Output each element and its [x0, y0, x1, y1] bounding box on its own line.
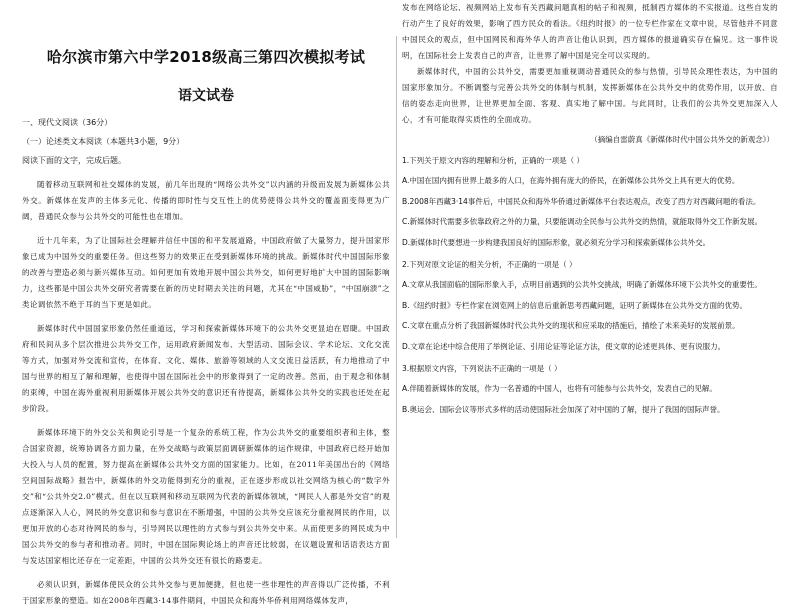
passage-paragraph: 新媒体时代，中国的公共外交，需要更加重视调动普通民众的参与热情，引导民众理性表达，为中国的国家形象加分。不断调整与完善公共外交的体制与机制，发挥新媒体在公共外交中的优势作用，以开放、自信的姿态走向世界，让世界更加全面、客观、真实地了解中国。与此同时，让我们的公共外交更加深入人心，才有可能取得实质性的全面成功。	[402, 67, 778, 124]
question-stem: 3.根据原文内容，下列说法不正确的一项是（ ）	[402, 364, 562, 373]
answer-option: A.文章从我国面临的国际形象入手，点明目前遇到的公共外交挑战，明确了新媒体环境下公共外交的重要性。	[402, 280, 762, 289]
right-column	[402, 0, 778, 560]
reading-instruction: 阅读下面的文字，完成后题。	[22, 156, 126, 165]
answer-option: A.伴随着新媒体的发展，作为一名普通的中国人，也将有可能参与公共外交，发表自己的见解。	[402, 384, 717, 393]
passage-paragraph: 近十几年来，为了让国际社会理解并信任中国的和平发展道路，中国政府做了大量努力，提升国家形象已成为中国外交的重要任务。但这些努力的效果正在受到新媒体环境的挑战。新媒体时代中国国际形象的改善与塑造必须与新兴媒体互动。如何更加有效地开展中国公共外交，如何更好地扩大中国的国际影响力，这些都是中国公共外交研究者需要在新的历史时期去关注的问题，尤其在“中国威胁”，“中国崩溃”之类论调依然不绝于耳的当下更是如此。	[22, 236, 390, 309]
exam-title: 哈尔滨市第六中学2018级高三第四次模拟考试	[46, 48, 366, 66]
question-stem: 1.下列关于原文内容的理解和分析，正确的一项是（ ）	[402, 156, 585, 165]
passage-paragraph: 必须认识到，新媒体使民众的公共外交参与更加便捷，但也使一些非理性的声音得以广泛传播，不利于国家形象的塑造。如在2008年西藏3·14事件期间，中国民众和海外华侨利用网络媒体发声，	[22, 580, 390, 605]
answer-option: D.文章在论述中综合使用了举例论证、引用论证等论证方法，使文章的论述更具体、更有说服力。	[402, 341, 726, 351]
section-heading: 一、现代文阅读（36分）	[22, 118, 113, 127]
answer-option: D.新媒体时代要想进一步构建我国良好的国际形象，就必须充分学习和探索新媒体公共外交。	[402, 237, 711, 247]
answer-option: C.新媒体时代需要多依靠政府之外的力量，只要能调动全民参与公共外交的热情，就能取得外交工作新发展。	[402, 217, 763, 226]
left-column	[22, 0, 390, 605]
passage-paragraph: 新媒体环境下的外交公关和舆论引导是一个复杂的系统工程，作为公共外交的重要组织者和主体，整合国家资源，统筹协调各方面力量，在外交战略与政策层面调研新媒体的运作规律，中国政府已经开始加大投入与人员的配置，努力提高在新媒体公共外交方面的国家能力。比如，在2011年美国出台的《网络空间国际战略》报告中，新媒体的外交功能得到充分的重视，正在逐步形成以社交网络为核心的“数字外交”和“公共外交2.0”模式。但在以互联网和移动互联网为代表的新媒体领域，“网民人人都是外交官”的观点逐渐深入人心，网民的外交意识和参与意识在不断增强，中国的公共外交应该充分重视网民的作用，以更加开放的心态对待网民的参与，引导网民以理性的方式参与到公共外交中来。从而使更多的网民成为中国公共外交的参与者和推动者。同时，中国在国际舆论场上的声音还比较弱，在议题设置和话语表达方面与发达国家相比还存在一定差距，中国的公共外交还有很长的路要走。	[22, 428, 390, 565]
exam-subtitle: 语文试卷	[178, 88, 234, 104]
passage-paragraph: 随着移动互联网和社交媒体的发展，前几年出现的“网络公共外交”以内涵的升级而发展为新媒体公共外交。新媒体在发声的主体多元化、传播的即时性与交互性上的优势使得公共外交的覆盖面变得更为广阔，普通民众参与公共外交的可能性也在增加。	[22, 180, 390, 221]
answer-option: B.《纽约时报》专栏作家在浏览网上的信息后重新思考西藏问题，证明了新媒体在公共外交方面的优势。	[402, 300, 748, 310]
answer-option: B.奥运会、国际会议等形式多样的活动使国际社会加深了对中国的了解，提升了我国的国际声誉。	[402, 404, 725, 414]
question-stem: 2.下列对原文论证的相关分析，不正确的一项是（ ）	[402, 260, 577, 269]
passage-paragraph: 新媒体时代中国国家形象仍然任重道远，学习和探索新媒体环境下的公共外交更显迫在眉睫。中国政府和民间从多个层次推进公共外交工作，运用政府新闻发布、大型活动、国际会议、学术论坛、文化交流等方式，加强对外交流和宣传，在体育、文化、媒体、旅游等领域的人文交流日益活跃，有力地推动了中国与世界的相互了解和理解，也使得中国在国际社会中的形象得到了一定的改善。然而，由于观念和体制的束缚，中国在海外重视利用新媒体开展公共外交的意识还有待提高，新媒体公共外交的实践也还处在起步阶段。	[22, 324, 390, 413]
source-citation: （摘编自雷蔚真《新媒体时代中国公共外交的新观念》）	[590, 135, 774, 144]
answer-option: B.2008年西藏3·14事件后，中国民众和海外华侨通过新媒体平台表达观点，改变了西方对西藏问题的看法。	[402, 196, 761, 206]
answer-option: A.中国在国内拥有世界上最多的人口，在海外拥有庞大的侨民，在新媒体公共外交上具有更大的优势。	[402, 176, 740, 185]
answer-option: C.文章在重点分析了我国新媒体时代公共外交的现状和应采取的措施后，描绘了未来美好的发展前景。	[402, 321, 740, 330]
column-divider	[396, 36, 397, 538]
passage-paragraph: 发布在网络论坛、视频网站上发布有关西藏问题真相的帖子和视频，抵制西方媒体的不实报道。这些自发的行动产生了良好的效果，影响了西方民众的看法。《纽约时报》的一位专栏作家在文章中说，尽管他并不同意中国民众的观点，但中国网民和海外华人的声音让他认识到，西方媒体的报道确实存在偏见。这一事件说明，在国际社会上发表自己的声音，让世界了解中国是完全可以实现的。	[402, 3, 778, 60]
subsection-heading: （一）论述类文本阅读（本题共3小题，9分）	[22, 137, 185, 146]
